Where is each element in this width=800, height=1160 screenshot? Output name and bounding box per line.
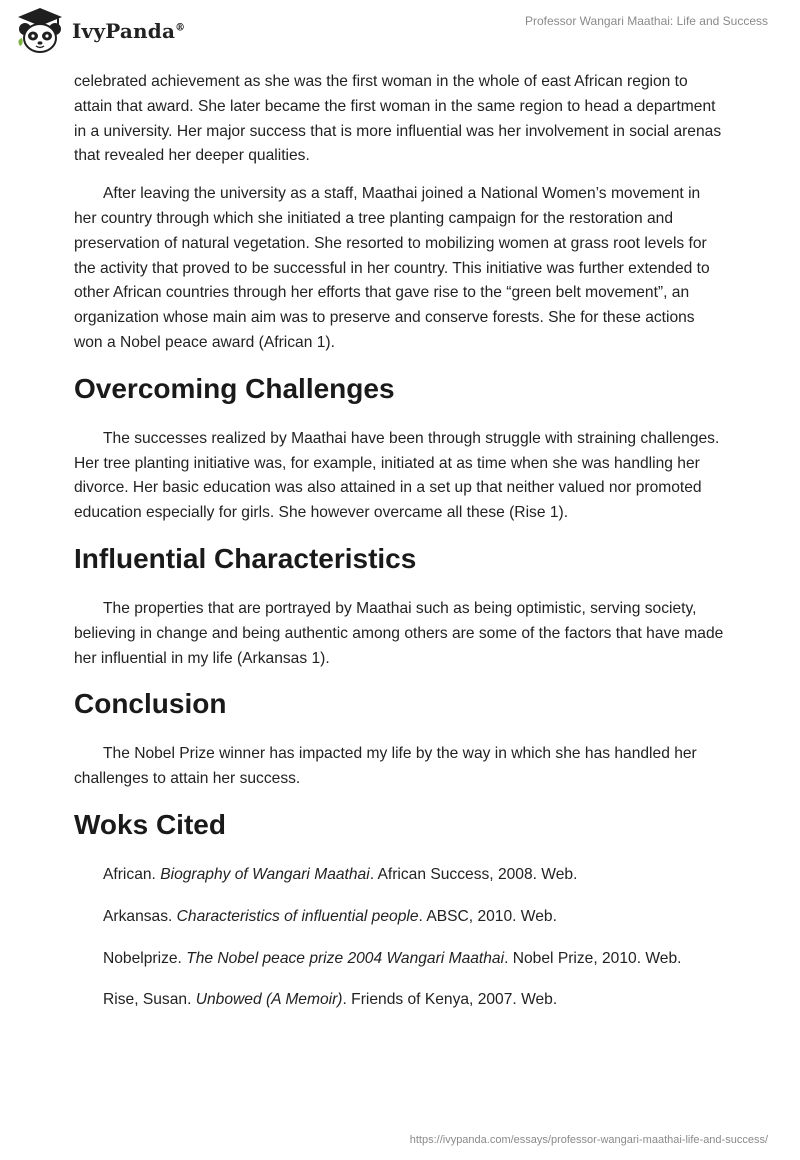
document-title: Professor Wangari Maathai: Life and Success (524, 14, 768, 28)
heading-overcoming-challenges: Overcoming Challenges (74, 372, 395, 404)
citation-item: Rise, Susan. Unbowed (A Memoir). Friends of Kenya, 2007. Web. (103, 991, 558, 1009)
paragraph-conclusion: The Nobel Prize winner has impacted my life by the way in which she has handled her challenges to attain her success. (74, 745, 697, 788)
citation-item: African. Biography of Wangari Maathai. African Success, 2008. Web. (103, 865, 578, 883)
page-header (0, 0, 800, 64)
paragraph-characteristics: The properties that are portrayed by Maathai such as being optimistic, serving society, believing in change and being authentic among others are some of the factors that have made her influential in my life (Arkansas 1). (74, 599, 724, 667)
citation-item: Nobelprize. The Nobel peace prize 2004 Wangari Maathai. Nobel Prize, 2010. Web. (103, 949, 682, 967)
heading-influential-characteristics: Influential Characteristics (74, 542, 417, 574)
paragraph-movement: After leaving the university as a staff, Maathai joined a National Women’s movement in her country through which she initiated a tree planting campaign for the restoration and preservation of natural vegetation. She resorted to mobilizing women at grass root levels for the activity that proved to be successful in her country. This initiative was further extended to other African countries through her efforts that gave rise to the “green belt movement”, an organization whose main aim was to preserve and conserve forests. She for these actions won a Nobel peace award (African 1). (74, 185, 710, 351)
paragraph-challenges: The successes realized by Maathai have been through struggle with straining challenges. Her tree planting initiative was, for example, initiated at as time when she was handling her divorce. Her basic education was also attained in a set up that neither valued nor promoted education especially for girls. She however overcame all these (Rise 1). (74, 429, 720, 522)
citation-item: Arkansas. Characteristics of influential people. ABSC, 2010. Web. (103, 907, 557, 925)
essay-content (74, 70, 726, 1030)
panda-logo-icon (14, 6, 66, 56)
ivypanda-logo[interactable] (14, 6, 185, 56)
source-url-link[interactable]: https://ivypanda.com/essays/professor-wangari-maathai-life-and-success/ (409, 1134, 768, 1146)
logo-wordmark: IvyPanda® (72, 19, 186, 43)
heading-works-cited: Woks Cited (74, 808, 226, 840)
paragraph-intro: celebrated achievement as she was the first woman in the whole of east African region to attain that award. She later became the first woman in the same region to head a department in a university. Her major success that is more influential was her involvement in social arenas that revealed her deeper qualities. (74, 73, 722, 165)
heading-conclusion: Conclusion (74, 688, 227, 720)
